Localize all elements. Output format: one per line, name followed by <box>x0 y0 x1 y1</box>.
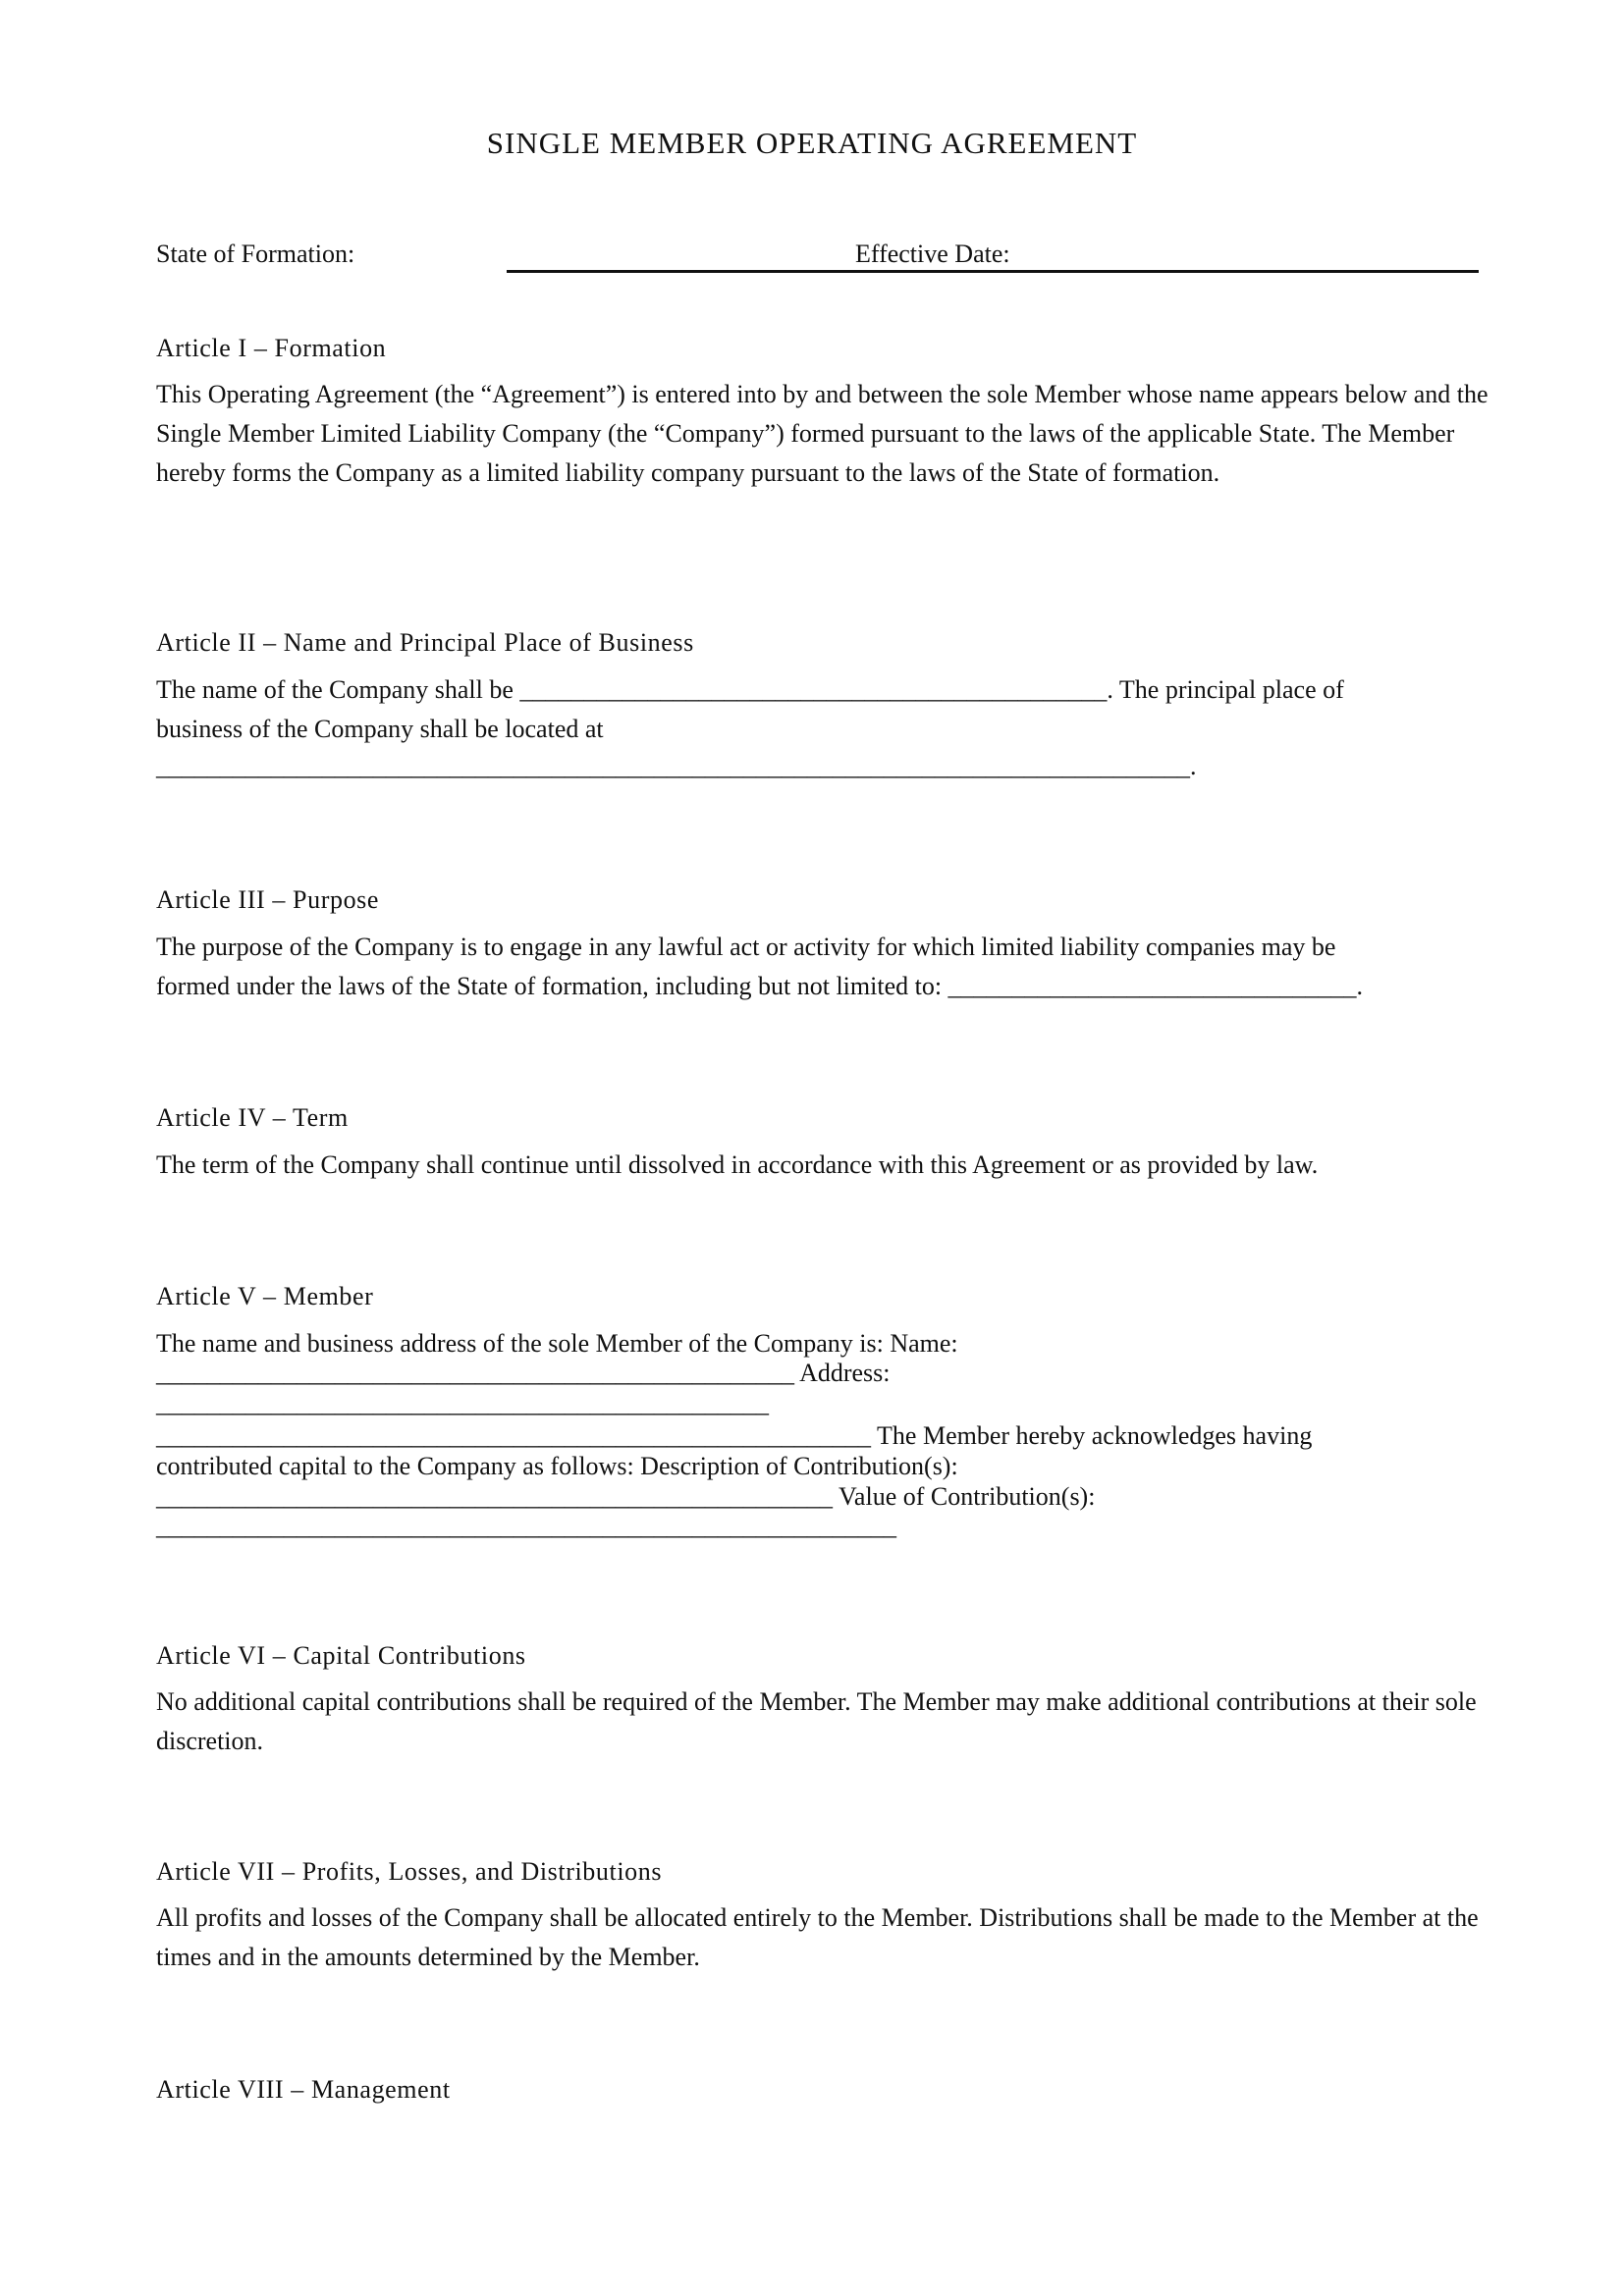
article-3-line-1: The purpose of the Company is to engage in any lawful act or activity for which limited liability companies may be <box>156 933 1336 961</box>
article-6-text: No additional capital contributions shall be required of the Member. The Member may make additional contributions at their sole discretion. <box>156 1687 1477 1755</box>
document-title: SINGLE MEMBER OPERATING AGREEMENT <box>486 126 1138 160</box>
article-4-heading: Article IV – Term <box>156 1103 349 1132</box>
article-5-line-7: __________________________________________________________ <box>156 1512 896 1540</box>
article-2-line-2: business of the Company shall be located at <box>156 715 604 743</box>
article-5-line-1: The name and business address of the sole Member of the Company is: Name: <box>156 1329 958 1358</box>
state-of-formation-label: State of Formation: <box>156 240 355 268</box>
article-8-heading: Article VIII – Management <box>156 2075 451 2104</box>
article-5-line-4: ________________________________________________________ The Member hereby acknowledges having <box>156 1421 1313 1450</box>
article-1-text: This Operating Agreement (the “Agreement”) is entered into by and between the sole Member whose name appears below and the Single Member Limited Liability Company (the “Company”) formed pursuant to the laws of the applicable State. The Member hereby forms the Company as a limited liability company pursuant to the laws of the State of formation. <box>156 380 1489 487</box>
article-5-line-2: __________________________________________________ Address: <box>156 1359 891 1387</box>
state-effective-date-underline <box>507 270 1479 273</box>
article-2-line-1: The name of the Company shall be ______________________________________________. The principal place of <box>156 675 1344 704</box>
article-2-heading: Article II – Name and Principal Place of Business <box>156 628 694 657</box>
article-6-heading: Article VI – Capital Contributions <box>156 1641 526 1670</box>
article-3-heading: Article III – Purpose <box>156 885 380 914</box>
article-5-line-3: ________________________________________________ <box>156 1389 769 1417</box>
article-4-text: The term of the Company shall continue until dissolved in accordance with this Agreement or as provided by law. <box>156 1150 1319 1179</box>
article-1-heading: Article I – Formation <box>156 334 387 362</box>
article-5-heading: Article V – Member <box>156 1282 374 1310</box>
article-7-heading: Article VII – Profits, Losses, and Distributions <box>156 1857 663 1886</box>
article-2-line-3: _________________________________________________________________________________. <box>156 752 1197 780</box>
article-3-line-2: formed under the laws of the State of formation, including but not limited to: ________________________________. <box>156 972 1364 1000</box>
article-5-line-6: _____________________________________________________ Value of Contribution(s): <box>156 1482 1096 1511</box>
effective-date-label: Effective Date: <box>855 240 1010 268</box>
article-5-line-5: contributed capital to the Company as follows: Description of Contribution(s): <box>156 1452 958 1480</box>
article-7-text: All profits and losses of the Company shall be allocated entirely to the Member. Distributions shall be made to the Member at the times and in the amounts determined by the Member. <box>156 1903 1479 1971</box>
